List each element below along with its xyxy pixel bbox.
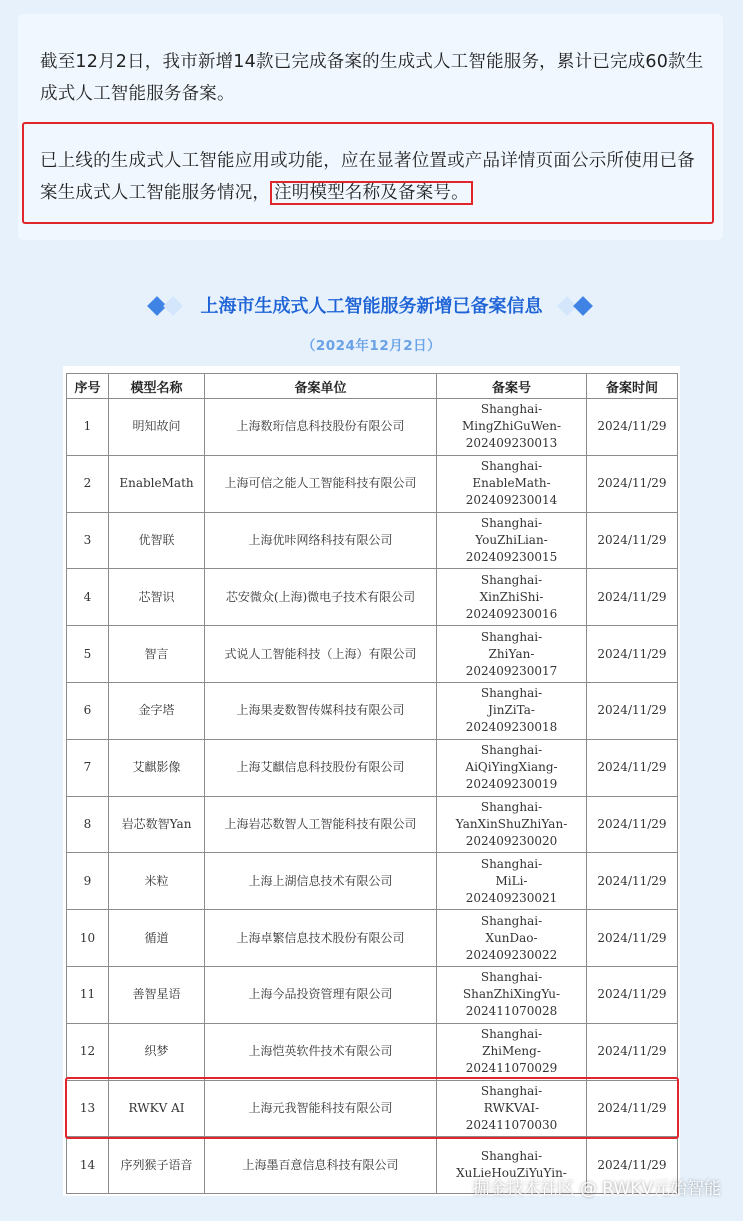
table-row	[67, 455, 678, 512]
cell-model: RWKV AI	[109, 1080, 205, 1137]
reg-line: 202409230022	[465, 947, 558, 962]
reg-line: 202409230021	[465, 890, 558, 905]
reg-line: XinZhiShi-	[479, 589, 544, 604]
reg-line: 202409230020	[465, 833, 558, 848]
cell-no: 7	[67, 739, 109, 796]
cell-model: 明知故问	[109, 399, 205, 456]
cell-reg	[437, 682, 587, 739]
reg-line: Shanghai-	[480, 743, 543, 758]
reg-line: MiLi-	[495, 873, 528, 888]
header-date: 备案时间	[587, 374, 678, 399]
header-reg: 备案号	[437, 374, 587, 399]
reg-line: 202409230015	[465, 549, 558, 564]
reg-line: 202411070030	[465, 1117, 558, 1132]
cell-date: 2024/11/29	[587, 455, 678, 512]
cell-org: 上海可信之能人工智能科技有限公司	[205, 455, 437, 512]
reg-line: Shanghai-	[480, 515, 543, 530]
cell-date: 2024/11/29	[587, 739, 678, 796]
reg-line: XunDao-	[485, 930, 538, 945]
reg-line: 202409230018	[465, 720, 558, 735]
cell-date: 2024/11/29	[587, 569, 678, 626]
reg-line: Shanghai-	[480, 856, 543, 871]
registration-table-card	[63, 366, 680, 1196]
intro-paragraph-1: 截至12月2日，我市新增14款已完成备案的生成式人工智能服务，累计已完成60款生成式人工智能服务备案。	[40, 52, 704, 104]
reg-line: 202411070029	[465, 1061, 558, 1076]
watermark: 掘金技术社区 @ RWKV元始智能	[472, 1179, 721, 1199]
reg-line: Shanghai-	[480, 1027, 543, 1042]
reg-line: ZhiYan-	[488, 646, 535, 661]
reg-line: 202409230019	[465, 777, 558, 792]
cell-date: 2024/11/29	[587, 1080, 678, 1137]
cell-no: 11	[67, 966, 109, 1023]
table-row	[67, 682, 678, 739]
header-model: 模型名称	[109, 374, 205, 399]
table-row	[67, 966, 678, 1023]
reg-line: JinZiTa-	[488, 703, 535, 718]
cell-org: 上海艾麒信息科技股份有限公司	[205, 739, 437, 796]
reg-line: YanXinShuZhiYan-	[455, 816, 568, 831]
cell-date: 2024/11/29	[587, 1023, 678, 1080]
cell-reg	[437, 1023, 587, 1080]
table-row	[67, 910, 678, 967]
header-no: 序号	[67, 374, 109, 399]
cell-model: 米粒	[109, 853, 205, 910]
reg-line: RWKVAI-	[483, 1100, 540, 1115]
cell-model: 循道	[109, 910, 205, 967]
reg-line: Shanghai-	[480, 1149, 543, 1164]
cell-no: 10	[67, 910, 109, 967]
table-row	[67, 399, 678, 456]
notice-highlight: 注明模型名称及备案号。	[270, 181, 473, 205]
cell-no: 6	[67, 682, 109, 739]
cell-org: 上海果麦数智传媒科技有限公司	[205, 682, 437, 739]
reg-line: 202411070028	[465, 1004, 558, 1019]
cell-org: 上海岩芯数智人工智能科技有限公司	[205, 796, 437, 853]
section-date: （2024年12月2日）	[301, 338, 442, 354]
notice-text: 已上线的生成式人工智能应用或功能，应在显著位置或产品详情页面公示所使用已备案生成式人工智能服务情况，	[40, 151, 695, 203]
cell-date: 2024/11/29	[587, 512, 678, 569]
cell-date: 2024/11/29	[587, 1137, 678, 1194]
cell-no: 2	[67, 455, 109, 512]
cell-model: 善智星语	[109, 966, 205, 1023]
table-row	[67, 569, 678, 626]
cell-no: 1	[67, 399, 109, 456]
cell-reg	[437, 569, 587, 626]
table-row	[67, 853, 678, 910]
reg-line: MingZhiGuWen-	[462, 419, 561, 434]
cell-org: 式说人工智能科技（上海）有限公司	[205, 626, 437, 683]
reg-line: 202409230014	[465, 493, 558, 508]
cell-reg	[437, 796, 587, 853]
cell-reg	[437, 626, 587, 683]
cell-date: 2024/11/29	[587, 399, 678, 456]
cell-no: 5	[67, 626, 109, 683]
cell-reg	[437, 966, 587, 1023]
cell-model: 序列猴子语音	[109, 1137, 205, 1194]
cell-no: 8	[67, 796, 109, 853]
cell-model: 织梦	[109, 1023, 205, 1080]
cell-model: 芯智识	[109, 569, 205, 626]
reg-line: Shanghai-	[480, 572, 543, 587]
section-title: 上海市生成式人工智能服务新增已备案信息	[200, 296, 543, 317]
cell-reg	[437, 399, 587, 456]
cell-date: 2024/11/29	[587, 853, 678, 910]
cell-no: 4	[67, 569, 109, 626]
cell-org: 上海卓繁信息技术股份有限公司	[205, 910, 437, 967]
cell-reg	[437, 739, 587, 796]
cell-date: 2024/11/29	[587, 682, 678, 739]
cell-no: 3	[67, 512, 109, 569]
cell-model: 艾麒影像	[109, 739, 205, 796]
cell-org: 上海墨百意信息科技有限公司	[205, 1137, 437, 1194]
cell-org: 芯安微众(上海)微电子技术有限公司	[205, 569, 437, 626]
cell-model: 岩芯数智Yan	[109, 796, 205, 853]
highlight-box-row-13	[65, 1077, 679, 1139]
cell-org: 上海优咔网络科技有限公司	[205, 512, 437, 569]
cell-model: 优智联	[109, 512, 205, 569]
cell-model: 金字塔	[109, 682, 205, 739]
cell-reg	[437, 853, 587, 910]
reg-line: Shanghai-	[480, 1083, 543, 1098]
cell-model: EnableMath	[109, 455, 205, 512]
cell-org: 上海恺英软件技术有限公司	[205, 1023, 437, 1080]
reg-line: Shanghai-	[480, 913, 543, 928]
diamond-decor-right-icon	[556, 294, 596, 318]
table-row	[67, 796, 678, 853]
reg-line: Shanghai-	[480, 629, 543, 644]
reg-line: ShanZhiXingYu-	[462, 987, 561, 1002]
cell-date: 2024/11/29	[587, 626, 678, 683]
header-org: 备案单位	[205, 374, 437, 399]
cell-no: 9	[67, 853, 109, 910]
registration-table	[66, 373, 678, 1194]
cell-date: 2024/11/29	[587, 796, 678, 853]
reg-line: Shanghai-	[480, 970, 543, 985]
cell-reg	[437, 455, 587, 512]
reg-line: Shanghai-	[480, 459, 543, 474]
reg-line: EnableMath-	[472, 476, 551, 491]
cell-no: 14	[67, 1137, 109, 1194]
table-row	[67, 626, 678, 683]
cell-org: 上海上湖信息技术有限公司	[205, 853, 437, 910]
reg-line: 202409230016	[465, 606, 558, 621]
cell-date: 2024/11/29	[587, 910, 678, 967]
table-row	[67, 739, 678, 796]
reg-line: YouZhiLian-	[475, 532, 548, 547]
reg-line: 202409230017	[465, 663, 558, 678]
reg-line: Shanghai-	[480, 402, 543, 417]
reg-line: AiQiYingXiang-	[465, 760, 558, 775]
reg-line: Shanghai-	[480, 799, 543, 814]
reg-line: 202409230013	[465, 436, 558, 451]
cell-org: 上海数珩信息科技股份有限公司	[205, 399, 437, 456]
cell-reg	[437, 910, 587, 967]
reg-line: ZhiMeng-	[482, 1044, 541, 1059]
cell-no: 12	[67, 1023, 109, 1080]
intro-paragraph-2	[40, 145, 710, 209]
cell-reg	[437, 512, 587, 569]
cell-model: 智言	[109, 626, 205, 683]
cell-no: 13	[67, 1080, 109, 1137]
cell-org: 上海元我智能科技有限公司	[205, 1080, 437, 1137]
table-header-row	[67, 374, 678, 399]
reg-line: Shanghai-	[480, 686, 543, 701]
table-row	[67, 1023, 678, 1080]
cell-date: 2024/11/29	[587, 966, 678, 1023]
table-row	[67, 512, 678, 569]
cell-org: 上海今品投资管理有限公司	[205, 966, 437, 1023]
reg-line: XuLieHouZiYuYin-	[456, 1166, 567, 1181]
